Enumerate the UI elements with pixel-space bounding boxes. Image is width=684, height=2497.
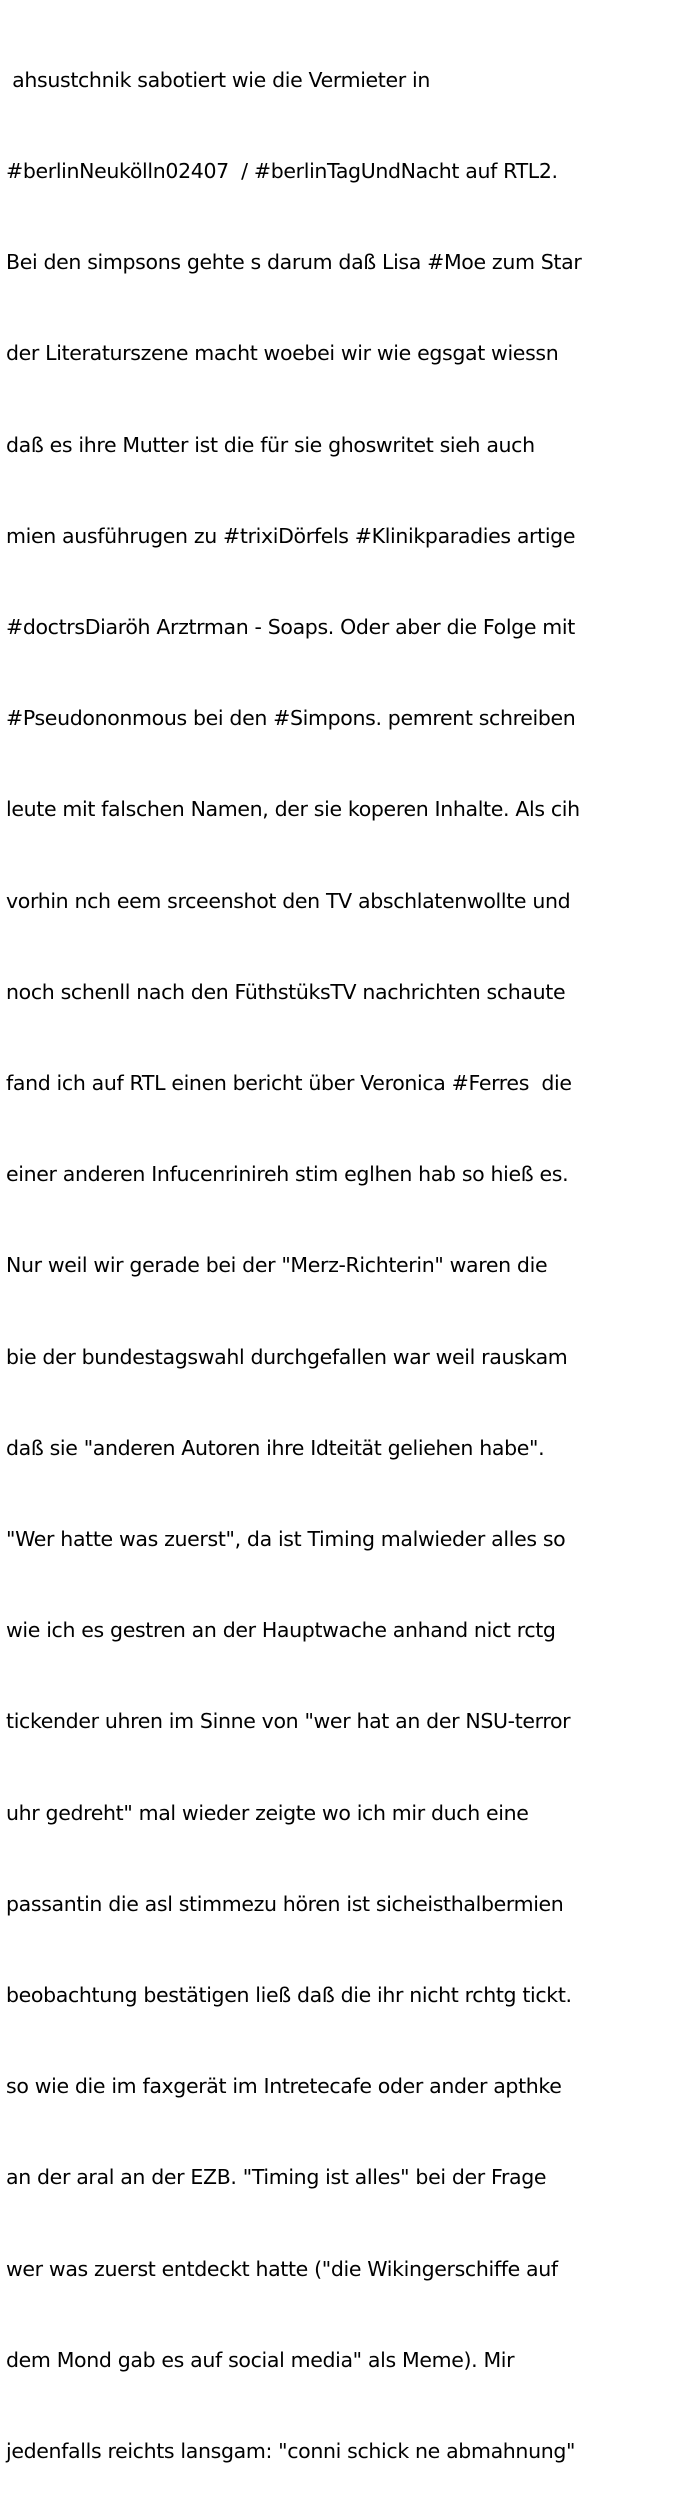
text-line: wie ich es gestren an der Hauptwache anhand nict rctg — [6, 1618, 556, 1643]
text-line: #berlinNeukölln02407 / #berlinTagUndNacht auf RTL2. — [6, 159, 558, 184]
text-line: so wie die im faxgerät im Intretecafe oder ander apthke — [6, 2074, 562, 2099]
text-line: tickender uhren im Sinne von "wer hat an der NSU-terror — [6, 1709, 571, 1734]
text-line: Bei den simpsons gehte s darum daß Lisa #Moe zum Star — [6, 250, 582, 275]
text-line: einer anderen Infucenrinireh stim eglhen hab so hieß es. — [6, 1162, 569, 1187]
text-line: #Pseudononmous bei den #Simpons. pemrent schreiben — [6, 706, 576, 731]
text-line: leute mit falschen Namen, der sie koperen Inhalte. Als cih — [6, 797, 580, 822]
text-line: bie der bundestagswahl durchgefallen war weil rauskam — [6, 1344, 568, 1369]
text-line: mien ausführugen zu #trixiDörfels #Klinikparadies artige — [6, 523, 576, 548]
text-line: uhr gedreht" mal wieder zeigte wo ich mir duch eine — [6, 1800, 529, 1825]
text-line: beobachtung bestätigen ließ daß die ihr nicht rchtg tickt. — [6, 1983, 572, 2008]
text-line: daß sie "anderen Autoren ihre Idteität geliehen habe". — [6, 1435, 545, 1460]
text-line: #doctrsDiaröh Arztrman - Soaps. Oder aber die Folge mit — [6, 615, 575, 640]
text-line: Nur weil wir gerade bei der "Merz-Richterin" waren die — [6, 1253, 548, 1278]
text-line: der Literaturszene macht woebei wir wie egsgat wiessn — [6, 341, 559, 366]
text-line: wer was zuerst entdeckt hatte ("die Wikingerschiffe auf — [6, 2256, 558, 2281]
text-line: vorhin nch eem srceenshot den TV abschlatenwollte und — [6, 888, 571, 913]
text-line: daß es ihre Mutter ist die für sie ghoswritet sieh auch — [6, 432, 535, 457]
text-line: noch schenll nach den FüthstüksTV nachrichten schaute — [6, 979, 566, 1004]
text-line: ahsustchnik sabotiert wie die Vermieter in — [6, 67, 430, 92]
text-line: "Wer hatte was zuerst", da ist Timing malwieder alles so — [6, 1527, 566, 1552]
text-line: an der aral an der EZB. "Timing ist alles" bei der Frage — [6, 2165, 547, 2190]
text-line: dem Mond gab es auf social media" als Meme). Mir — [6, 2347, 515, 2372]
text-line: fand ich auf RTL einen bericht über Veronica #Ferres die — [6, 1071, 572, 1096]
document-text — [6, 4, 682, 2497]
text-line: jedenfalls reichts lansgam: "conni schick ne abmahnung" — [6, 2439, 576, 2464]
text-line: passantin die asl stimmezu hören ist sicheisthalbermien — [6, 1891, 564, 1916]
